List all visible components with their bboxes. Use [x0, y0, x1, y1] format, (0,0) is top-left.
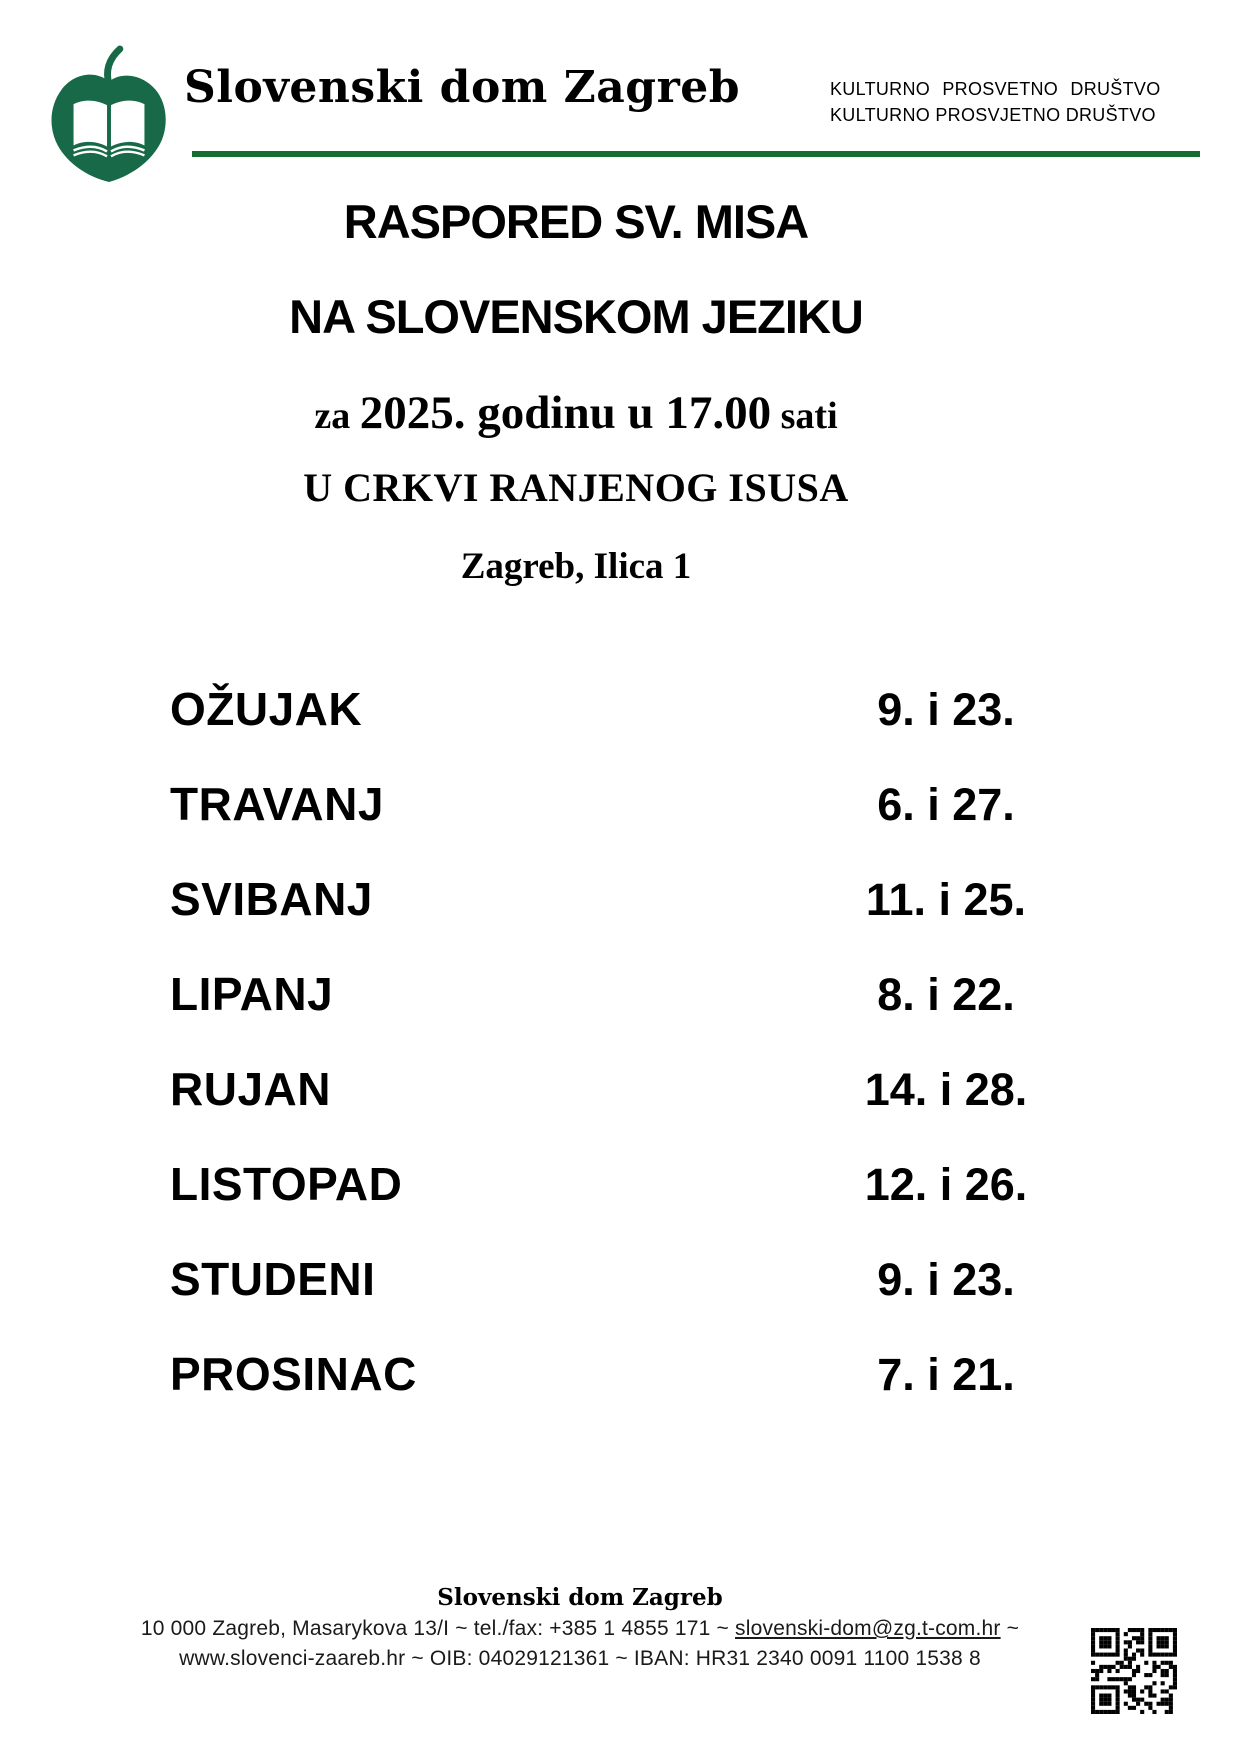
dates-value: 8. i 22.: [877, 969, 1015, 1020]
email-link[interactable]: slovenski-dom@zg.t-com.hr: [735, 1617, 1001, 1640]
schedule-row: [170, 1157, 1071, 1252]
dates-value: 6. i 27.: [877, 779, 1015, 830]
address-line: Zagreb, Ilica 1: [460, 546, 692, 587]
year-main: 2025. godinu u 17.00: [359, 387, 772, 439]
month-label: SVIBANJ: [170, 873, 373, 925]
year-time-line: [110, 386, 1042, 440]
schedule-row: [170, 777, 1071, 872]
year-suffix: sati: [780, 395, 838, 437]
org-title: Slovenski dom Zagreb: [184, 62, 741, 113]
footer-org-name: Slovenski dom Zagreb: [437, 1584, 723, 1611]
title-line-2: NA SLOVENSKOM JEZIKU: [289, 290, 863, 343]
qr-code-icon: [1091, 1628, 1177, 1714]
footer-address-phone: 10 000 Zagreb, Masarykova 13/I ~ tel./fax: +385 1 4855 171 ~: [140, 1617, 736, 1640]
society-line-2: KULTURNO PROSVJETNO DRUŠTVO: [830, 105, 1156, 125]
header-divider: [192, 151, 1200, 157]
footer-tilde: ~: [1000, 1617, 1020, 1640]
title-line-1: RASPORED SV. MISA: [343, 195, 809, 248]
church-line: U CRKVI RANJENOG ISUSA: [303, 465, 849, 510]
dates-value: 9. i 23.: [877, 684, 1015, 735]
dates-value: 7. i 21.: [877, 1349, 1015, 1400]
month-label: TRAVANJ: [170, 778, 384, 830]
footer: [60, 1584, 1100, 1671]
society-line-1: KULTURNO PROSVETNO DRUŠTVO: [830, 79, 1161, 99]
month-label: PROSINAC: [170, 1348, 417, 1400]
month-label: RUJAN: [170, 1063, 331, 1115]
year-prefix: za: [314, 395, 351, 437]
month-label: STUDENI: [170, 1253, 376, 1305]
schedule-row: [170, 682, 1071, 777]
schedule-row: [170, 1252, 1071, 1347]
title-block: [110, 158, 1042, 588]
society-subtitle: [830, 76, 1161, 128]
dates-value: 12. i 26.: [864, 1159, 1028, 1210]
schedule-row: [170, 967, 1071, 1062]
dates-value: 14. i 28.: [864, 1064, 1028, 1115]
month-label: OŽUJAK: [170, 683, 363, 735]
schedule-row: [170, 1347, 1071, 1442]
dates-value: 9. i 23.: [877, 1254, 1015, 1305]
schedule-list: [170, 682, 1071, 1442]
footer-web-oib-iban-line: www.slovenci-zaareb.hr ~ OIB: 04029121361 ~ IBAN: HR31 2340 0091 1100 1538 8: [179, 1647, 981, 1670]
dates-value: 11. i 25.: [865, 874, 1027, 925]
month-label: LISTOPAD: [170, 1158, 403, 1210]
footer-contact-line: [60, 1617, 1100, 1641]
month-label: LIPANJ: [170, 968, 334, 1020]
schedule-row: [170, 872, 1071, 967]
schedule-row: [170, 1062, 1071, 1157]
